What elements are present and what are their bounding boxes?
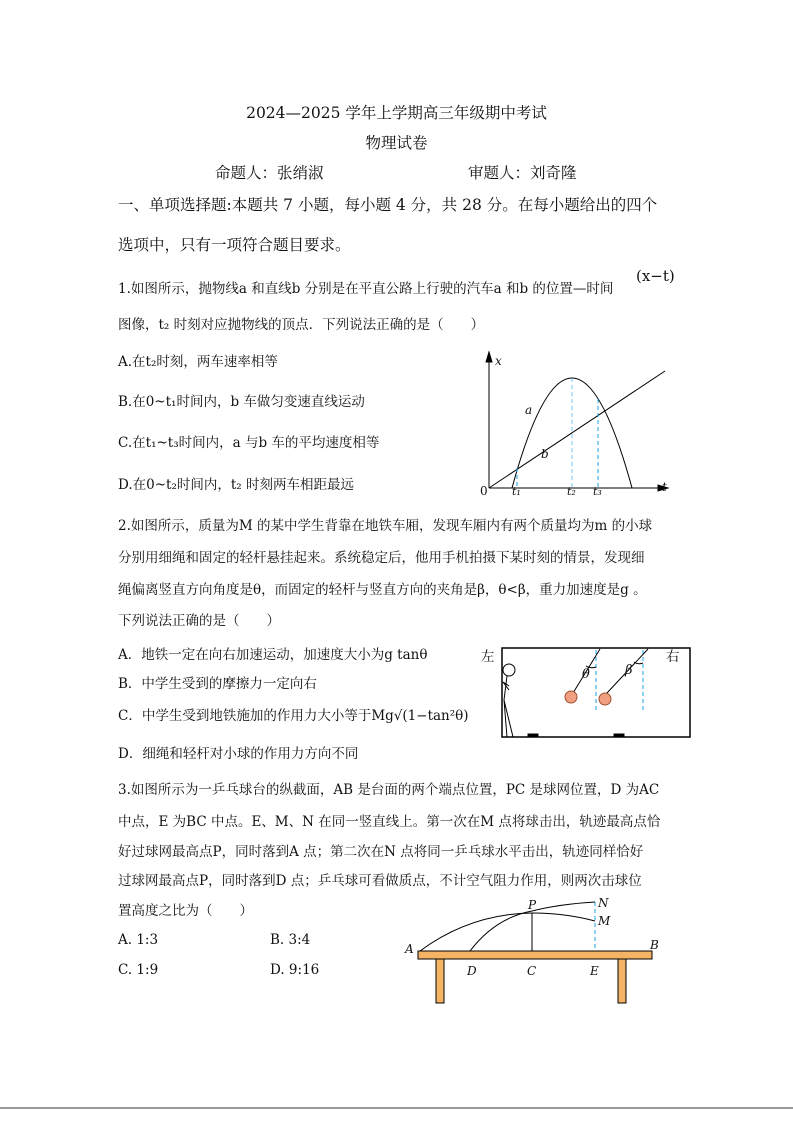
exam-subtitle: 物理试卷 [365, 134, 428, 152]
q3-option-d: D. 9:16 [270, 962, 320, 978]
q1-option-d: D.在0~t₂时间内，t₂ 时刻两车相距最远 [118, 477, 354, 493]
q3-label-p: P [528, 898, 537, 912]
q2-stem-4: 下列说法正确的是（ ） [118, 613, 280, 629]
ball [565, 691, 577, 703]
q3-option-c: C. 1:9 [118, 962, 159, 978]
q3-label-d: D [467, 964, 477, 978]
student-head [503, 664, 515, 676]
q3-table-figure [418, 902, 652, 1003]
q1-stem: 1.如图所示，抛物线a 和直线b 分别是在平直公路上行驶的汽车a 和b 的位置—时间 [118, 281, 614, 297]
q3-label-m: M [598, 914, 611, 928]
q1-line-b: b [541, 447, 549, 461]
exam-title: 2024—2025 学年上学期高三年级期中考试 [246, 104, 547, 122]
q1-t2: t₂ [567, 485, 576, 498]
q1-option-b: B.在0~t₁时间内，b 车做匀变速直线运动 [118, 394, 365, 410]
q1-xt-graph [486, 352, 668, 491]
q1-curve-a: a [525, 403, 533, 417]
section-heading-cont: 选项中，只有一项符合题目要求。 [118, 236, 351, 254]
q2-stem-1: 2.如图所示，质量为M 的某中学生背靠在地铁车厢，发现车厢内有两个质量均为m 的小球 [118, 518, 653, 534]
line-b [489, 371, 665, 488]
q1-origin: 0 [480, 484, 488, 498]
q2-beta: β [625, 663, 633, 678]
q2-subway-figure [502, 648, 690, 737]
q2-option-d: D．细绳和轻杆对小球的作用力方向不同 [118, 746, 359, 762]
q3-stem-2: 中点，E 为BC 中点。E、M、N 在同一竖直线上。第一次在M 点将球击出，轨迹最高点恰 [118, 814, 661, 830]
q3-stem-5: 置高度之比为（ ） [118, 903, 253, 919]
q1-t-label: t [662, 480, 667, 494]
q1-x-label: x [495, 354, 502, 368]
q1-t1: t₁ [512, 485, 521, 498]
q1-xt: (x−t) [636, 267, 675, 285]
q1-t3: t₃ [593, 485, 602, 498]
q1-stem-cont: 图像，t₂ 时刻对应抛物线的顶点．下列说法正确的是（ ） [118, 317, 485, 333]
q2-stem-2: 分别用细绳和固定的轻杆悬挂起来。系统稳定后，他用手机拍摄下某时刻的情景，发现细 [118, 550, 645, 566]
q2-theta: θ [582, 667, 590, 682]
q2-option-b: B．中学生受到的摩擦力一定向右 [118, 676, 317, 692]
q3-stem-3: 好过球网最高点P，同时落到A 点；第二次在N 点将同一乒乓球水平击出，轨迹同样恰好 [118, 844, 644, 860]
q2-stem-3: 绳偏离竖直方向角度是θ，而固定的轻杆与竖直方向的夹角是β，θ<β，重力加速度是g 。 [118, 582, 647, 598]
q3-option-b: B. 3:4 [270, 932, 311, 948]
q2-option-a: A．地铁一定在向右加速运动，加速度大小为g tanθ [118, 647, 428, 663]
reviewer: 审题人：刘奇隆 [468, 164, 577, 182]
q3-label-a: A [405, 942, 414, 956]
q2-option-c: C．中学生受到地铁施加的作用力大小等于Mg√(1−tan²θ) [118, 708, 469, 724]
q1-option-a: A.在t₂时刻，两车速率相等 [118, 354, 278, 370]
author: 命题人：张绡淑 [215, 164, 324, 182]
q3-stem-1: 3.如图所示为一乒乓球台的纵截面，AB 是台面的两个端点位置，PC 是球网位置，D 为AC [118, 782, 660, 798]
section-heading: 一、单项选择题:本题共 7 小题，每小题 4 分，共 28 分。在每小题给出的四个 [118, 196, 658, 214]
ball [599, 693, 611, 705]
page-bottom-rule [0, 1107, 793, 1109]
q3-label-e: E [590, 964, 599, 978]
q2-left-label: 左 [481, 649, 495, 665]
q3-option-a: A. 1:3 [118, 932, 159, 948]
q3-label-n: N [598, 896, 609, 910]
q3-stem-4: 过球网最高点P，同时落到D 点；乒乓球可看做质点，不计空气阻力作用，则两次击球位 [118, 873, 642, 889]
q3-label-c: C [527, 964, 537, 978]
q2-right-label: 右 [666, 649, 680, 665]
q1-option-c: C.在t₁~t₃时间内，a 与b 车的平均速度相等 [118, 435, 380, 451]
q3-label-b: B [650, 938, 659, 952]
